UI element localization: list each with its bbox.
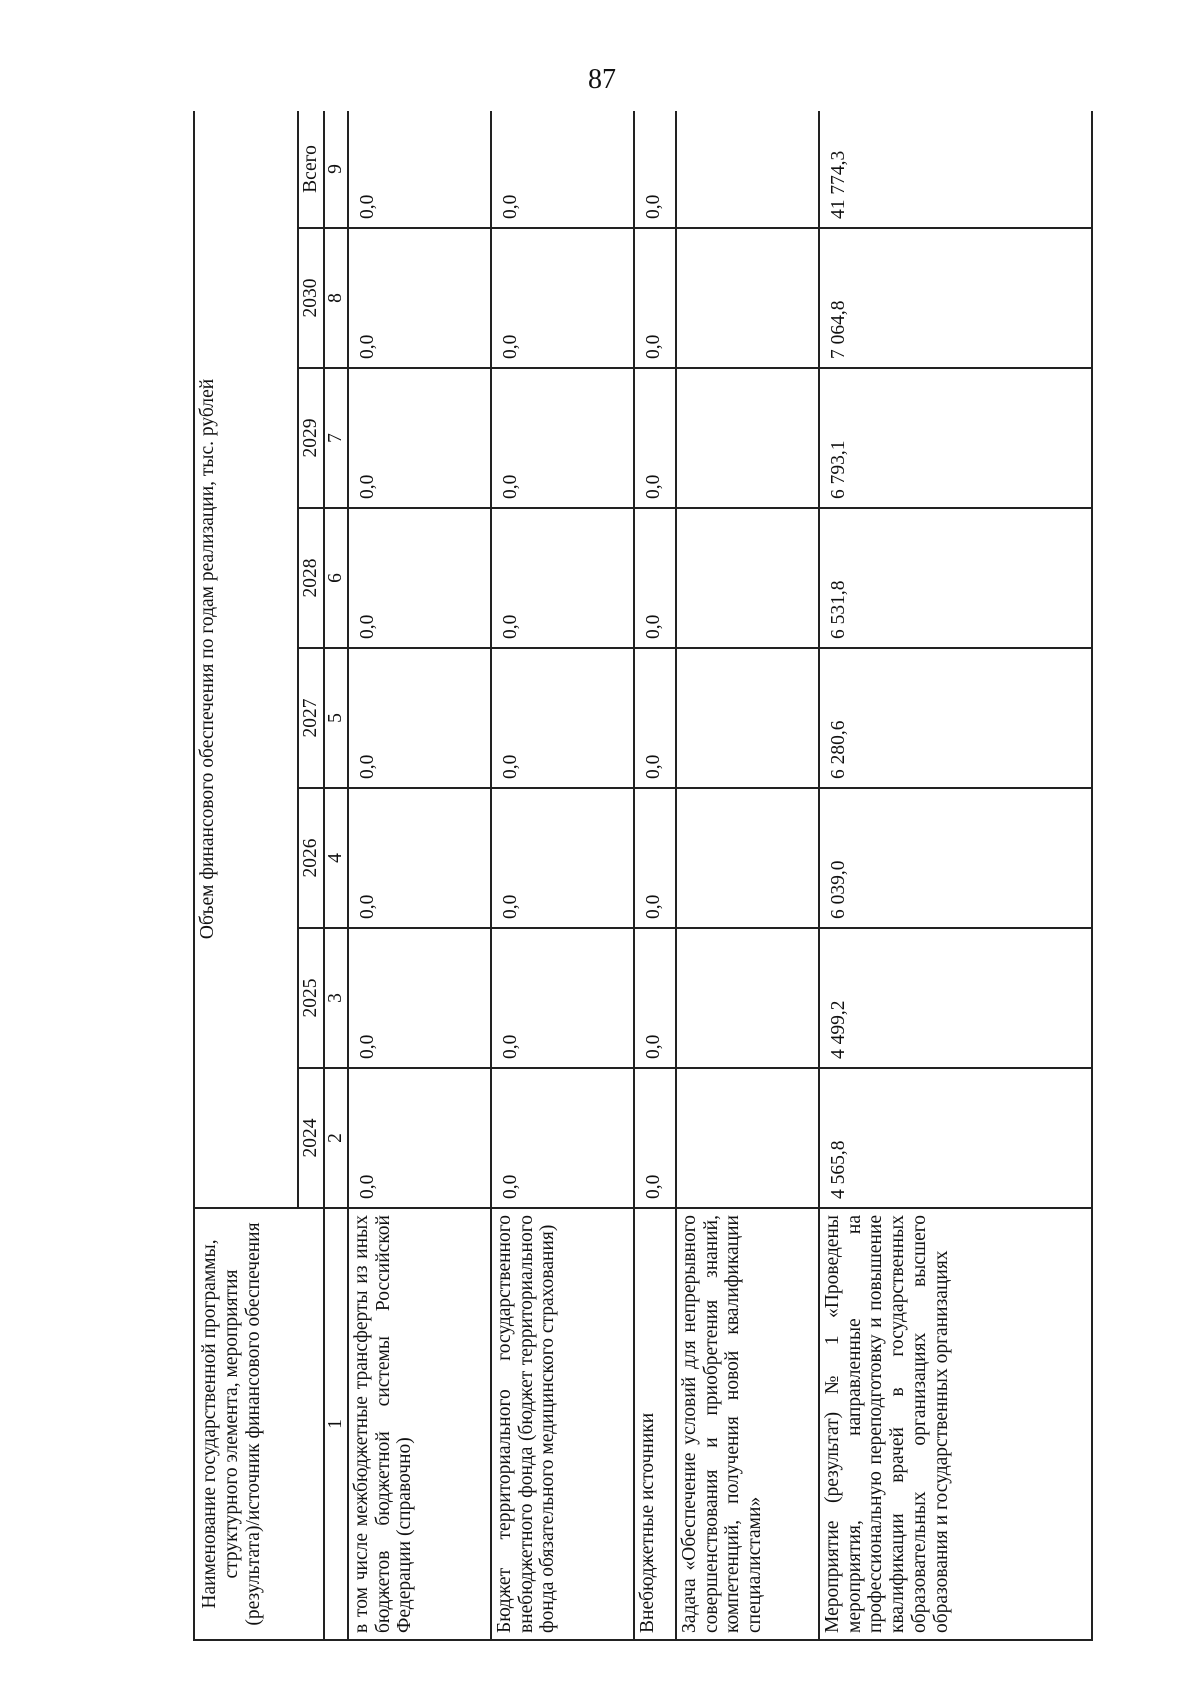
year-2028: 2028	[298, 508, 324, 648]
rotated-table-container	[193, 111, 1093, 1641]
row-value: 0,0	[634, 928, 676, 1068]
row-value: 4 499,2	[819, 928, 1092, 1068]
row-value: 0,0	[491, 928, 634, 1068]
year-2030: 2030	[298, 228, 324, 368]
row-value: 0,0	[348, 368, 491, 508]
table-row	[676, 111, 819, 1640]
col-number: 8	[324, 228, 348, 368]
row-name: Внебюджетные источники	[634, 1208, 676, 1640]
header-name-cell: Наименование государственной программы, структурного элемента, мероприятия (результата)/источник финансового обеспечения	[194, 1208, 324, 1640]
col-number: 5	[324, 648, 348, 788]
row-value	[676, 648, 819, 788]
row-value: 6 793,1	[819, 368, 1092, 508]
row-value: 0,0	[491, 1068, 634, 1208]
col-number: 7	[324, 368, 348, 508]
row-name: в том числе межбюджетные трансферты из иных бюджетов бюджетной системы Российской Федерации (справочно)	[348, 1208, 491, 1640]
row-value: 6 039,0	[819, 788, 1092, 928]
row-value: 0,0	[348, 788, 491, 928]
row-value	[676, 1068, 819, 1208]
financing-table	[193, 111, 1093, 1641]
row-value: 6 531,8	[819, 508, 1092, 648]
row-value: 0,0	[348, 648, 491, 788]
col-number: 2	[324, 1068, 348, 1208]
table-viewport	[193, 111, 1093, 1641]
row-value: 0,0	[634, 648, 676, 788]
row-value	[676, 928, 819, 1068]
col-number: 3	[324, 928, 348, 1068]
row-value: 0,0	[634, 1068, 676, 1208]
row-value: 7 064,8	[819, 228, 1092, 368]
row-value: 0,0	[348, 508, 491, 648]
header-volume-cell: Объем финансового обеспечения по годам реализации, тыс. рублей	[194, 111, 298, 1208]
row-value: 0,0	[491, 111, 634, 228]
row-name: Мероприятие (результат) № 1 «Проведены мероприятия, направленные на профессиональную переподготовку и повышение квалификации врачей в государственных образовательных организациях высшего образования и государственных организациях	[819, 1208, 1092, 1640]
row-value	[676, 111, 819, 228]
row-value: 41 774,3	[819, 111, 1092, 228]
row-value: 0,0	[491, 648, 634, 788]
col-number: 9	[324, 111, 348, 228]
year-2026: 2026	[298, 788, 324, 928]
row-value: 0,0	[634, 111, 676, 228]
year-2024: 2024	[298, 1068, 324, 1208]
row-value	[676, 788, 819, 928]
year-2025: 2025	[298, 928, 324, 1068]
row-value	[676, 368, 819, 508]
row-value: 0,0	[348, 111, 491, 228]
row-value: 4 565,8	[819, 1068, 1092, 1208]
table-row	[634, 111, 676, 1640]
col-number: 4	[324, 788, 348, 928]
row-value: 0,0	[634, 228, 676, 368]
col-number: 1	[324, 1208, 348, 1640]
row-value: 0,0	[491, 368, 634, 508]
row-value: 6 280,6	[819, 648, 1092, 788]
row-name: Бюджет территориального государственного внебюджетного фонда (бюджет территориального фонда обязательного медицинского страхования)	[491, 1208, 634, 1640]
table-row	[348, 111, 491, 1640]
row-value	[676, 228, 819, 368]
table-row	[819, 111, 1092, 1640]
row-value: 0,0	[491, 788, 634, 928]
row-value: 0,0	[634, 788, 676, 928]
row-value: 0,0	[634, 368, 676, 508]
col-number: 6	[324, 508, 348, 648]
row-value: 0,0	[348, 928, 491, 1068]
year-total: Всего	[298, 111, 324, 228]
table-row	[491, 111, 634, 1640]
row-value: 0,0	[491, 228, 634, 368]
year-2027: 2027	[298, 648, 324, 788]
row-name: Задача «Обеспечение условий для непрерывного совершенствования и приобретения знаний, компетенций, получения новой квалификации специалистами»	[676, 1208, 819, 1640]
year-2029: 2029	[298, 368, 324, 508]
row-value: 0,0	[348, 228, 491, 368]
row-value: 0,0	[348, 1068, 491, 1208]
page-number: 87	[588, 64, 616, 95]
row-value	[676, 508, 819, 648]
row-value: 0,0	[634, 508, 676, 648]
row-value: 0,0	[491, 508, 634, 648]
